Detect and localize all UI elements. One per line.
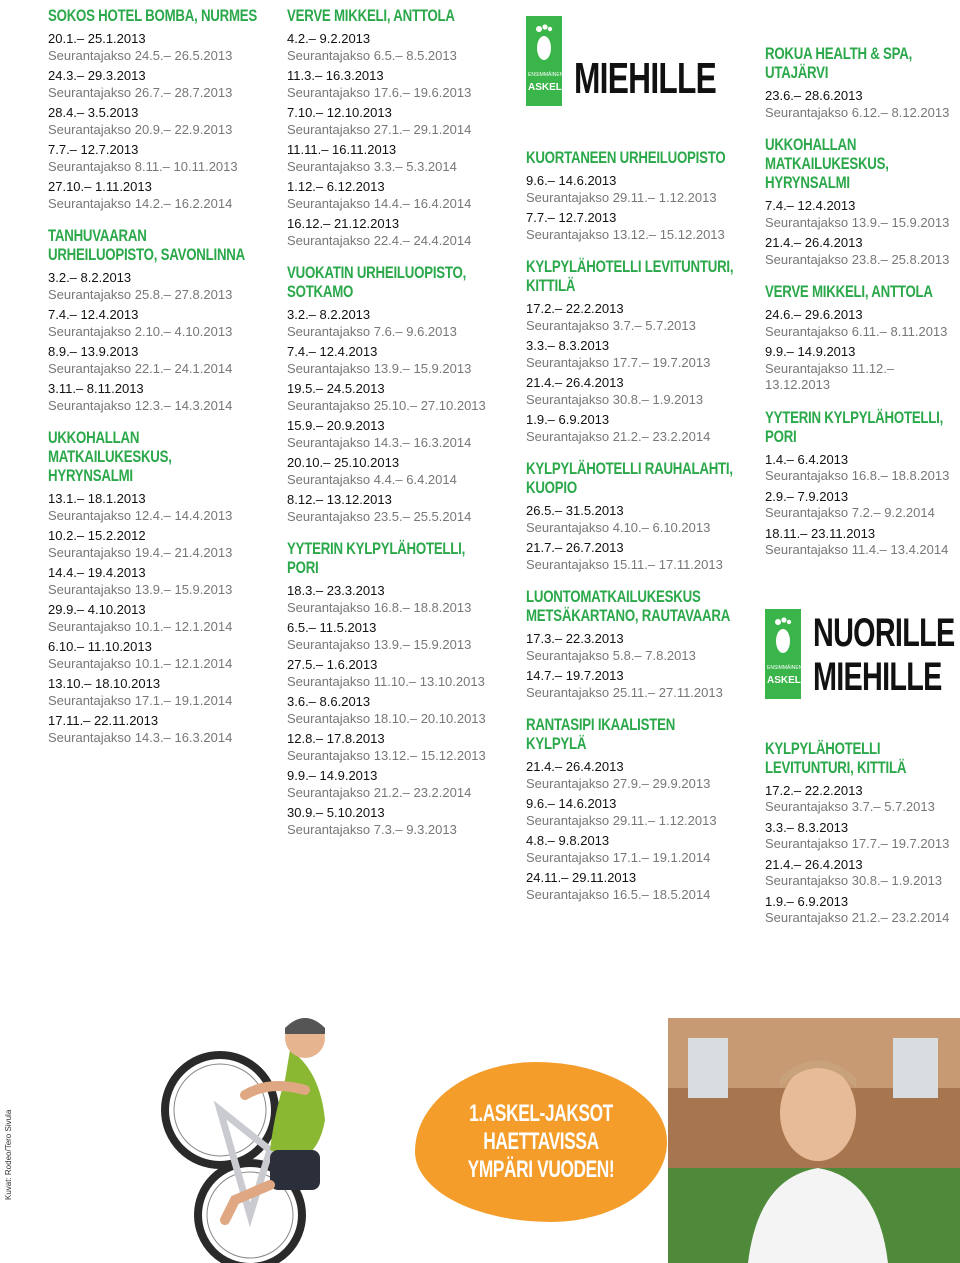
follow-up-dates: Seurantajakso 10.1.– 12.1.2014 bbox=[48, 655, 233, 671]
date-entry bbox=[48, 68, 258, 101]
course-dates: 7.7.– 12.7.2013 bbox=[526, 210, 617, 225]
date-entry bbox=[287, 620, 497, 653]
course-dates: 7.7.– 12.7.2013 bbox=[48, 142, 139, 157]
date-entry bbox=[526, 870, 736, 903]
course-dates: 9.9.– 14.9.2013 bbox=[765, 344, 856, 359]
follow-up-dates: Seurantajakso 4.10.– 6.10.2013 bbox=[526, 519, 711, 535]
cyclist-illustration bbox=[20, 1000, 440, 1263]
date-entry bbox=[526, 668, 736, 701]
follow-up-dates: Seurantajakso 17.6.– 19.6.2013 bbox=[287, 84, 472, 100]
course-dates: 11.11.– 16.11.2013 bbox=[287, 142, 397, 157]
follow-up-dates: Seurantajakso 7.2.– 9.2.2014 bbox=[765, 505, 935, 520]
course-dates: 9.6.– 14.6.2013 bbox=[526, 173, 617, 188]
logo-askel-text: ASKEL bbox=[528, 82, 562, 93]
follow-up-dates: Seurantajakso 13.9.– 15.9.2013 bbox=[287, 636, 472, 652]
follow-up-dates: Seurantajakso 29.11.– 1.12.2013 bbox=[526, 189, 717, 205]
course-dates: 8.9.– 13.9.2013 bbox=[48, 344, 139, 359]
course-dates: 3.2.– 8.2.2013 bbox=[48, 270, 132, 285]
course-dates: 28.4.– 3.5.2013 bbox=[48, 105, 139, 120]
course-dates: 3.2.– 8.2.2013 bbox=[287, 307, 371, 322]
date-entry bbox=[48, 270, 258, 303]
course-dates: 14.4.– 19.4.2013 bbox=[48, 565, 146, 580]
follow-up-dates: Seurantajakso 11.4.– 13.4.2014 bbox=[765, 542, 949, 557]
follow-up-dates: Seurantajakso 2.10.– 4.10.2013 bbox=[48, 323, 233, 339]
venue-block bbox=[287, 6, 497, 249]
course-dates: 19.5.– 24.5.2013 bbox=[287, 381, 385, 396]
course-dates: 4.8.– 9.8.2013 bbox=[526, 833, 610, 848]
course-dates: 24.3.– 29.3.2013 bbox=[48, 68, 146, 83]
course-dates: 12.8.– 17.8.2013 bbox=[287, 731, 385, 746]
date-entry bbox=[765, 857, 960, 890]
venue-block bbox=[765, 44, 960, 121]
venue-block bbox=[765, 282, 960, 394]
venue-block bbox=[765, 408, 960, 559]
venue-name: KYLPYLÄHOTELLI LEVITUNTURI, KITTILÄ bbox=[526, 257, 734, 295]
follow-up-dates: Seurantajakso 12.4.– 14.4.2013 bbox=[48, 507, 233, 523]
follow-up-dates: Seurantajakso 15.11.– 17.11.2013 bbox=[526, 556, 723, 572]
date-entry bbox=[287, 307, 497, 340]
venue-name: KUORTANEEN URHEILUOPISTO bbox=[526, 148, 726, 167]
logo-askel-text: ASKEL bbox=[767, 674, 801, 686]
follow-up-dates: Seurantajakso 14.3.– 16.3.2014 bbox=[287, 434, 472, 450]
venue-name: VERVE MIKKELI, ANTTOLA bbox=[287, 6, 455, 25]
course-dates: 9.9.– 14.9.2013 bbox=[287, 768, 378, 783]
venue-name: ROKUA HEALTH & SPA, UTAJÄRVI bbox=[765, 44, 913, 82]
venue-block bbox=[287, 263, 497, 525]
follow-up-dates: Seurantajakso 30.8.– 1.9.2013 bbox=[765, 873, 943, 888]
bubble-line-1: 1.ASKEL-JAKSOT bbox=[469, 1100, 613, 1127]
course-dates: 1.12.– 6.12.2013 bbox=[287, 179, 385, 194]
young-man-photo bbox=[668, 1018, 960, 1263]
course-dates: 3.11.– 8.11.2013 bbox=[48, 381, 144, 396]
date-entry bbox=[526, 833, 736, 866]
follow-up-dates: Seurantajakso 7.3.– 9.3.2013 bbox=[287, 821, 457, 837]
column-3 bbox=[526, 8, 736, 917]
date-entry bbox=[287, 492, 497, 525]
course-dates: 4.2.– 9.2.2013 bbox=[287, 31, 371, 46]
venue-block bbox=[48, 428, 258, 746]
column-4-venues-2 bbox=[765, 739, 960, 927]
follow-up-dates: Seurantajakso 25.8.– 27.8.2013 bbox=[48, 286, 233, 302]
date-entry bbox=[765, 235, 960, 268]
date-entry bbox=[287, 768, 497, 801]
column-3-venues bbox=[526, 148, 736, 903]
date-entry bbox=[765, 452, 960, 485]
follow-up-dates: Seurantajakso 13.9.– 15.9.2013 bbox=[287, 360, 472, 376]
date-entry bbox=[287, 694, 497, 727]
logo-small-text: ENSIMMÄINEN bbox=[767, 664, 803, 671]
course-dates: 17.11.– 22.11.2013 bbox=[48, 713, 159, 728]
photo-credit: Kuvat: Rodeo/Tero Sivula bbox=[4, 1109, 13, 1200]
date-entry bbox=[287, 142, 497, 175]
date-entry bbox=[287, 805, 497, 838]
course-dates: 1.9.– 6.9.2013 bbox=[526, 412, 610, 427]
course-dates: 9.6.– 14.6.2013 bbox=[526, 796, 617, 811]
follow-up-dates: Seurantajakso 10.1.– 12.1.2014 bbox=[48, 618, 233, 634]
course-dates: 20.1.– 25.1.2013 bbox=[48, 31, 146, 46]
date-entry bbox=[526, 540, 736, 573]
date-entry bbox=[526, 375, 736, 408]
course-dates: 21.4.– 26.4.2013 bbox=[526, 375, 624, 390]
date-entry bbox=[765, 344, 960, 394]
follow-up-dates: Seurantajakso 11.10.– 13.10.2013 bbox=[287, 673, 485, 689]
date-entry bbox=[765, 198, 960, 231]
venue-block bbox=[526, 459, 736, 573]
follow-up-dates: Seurantajakso 14.2.– 16.2.2014 bbox=[48, 195, 233, 211]
course-dates: 13.10.– 18.10.2013 bbox=[48, 676, 161, 691]
course-dates: 13.1.– 18.1.2013 bbox=[48, 491, 146, 506]
miehille-title: MIEHILLE bbox=[574, 54, 717, 103]
date-entry bbox=[526, 631, 736, 664]
date-entry bbox=[48, 307, 258, 340]
column-2 bbox=[287, 6, 497, 852]
course-dates: 14.7.– 19.7.2013 bbox=[526, 668, 624, 683]
follow-up-dates: Seurantajakso 17.7.– 19.7.2013 bbox=[526, 354, 711, 370]
follow-up-dates: Seurantajakso 6.5.– 8.5.2013 bbox=[287, 47, 457, 63]
follow-up-dates: Seurantajakso 13.9.– 15.9.2013 bbox=[48, 581, 233, 597]
follow-up-dates: Seurantajakso 29.11.– 1.12.2013 bbox=[526, 812, 717, 828]
course-dates: 21.7.– 26.7.2013 bbox=[526, 540, 624, 555]
follow-up-dates: Seurantajakso 13.12.– 15.12.2013 bbox=[526, 226, 725, 242]
follow-up-dates: Seurantajakso 24.5.– 26.5.2013 bbox=[48, 47, 233, 63]
venue-name: YYTERIN KYLPYLÄHOTELLI, PORI bbox=[765, 407, 944, 446]
course-dates: 18.11.– 23.11.2013 bbox=[765, 525, 876, 541]
date-entry bbox=[526, 796, 736, 829]
column-4 bbox=[765, 44, 960, 941]
date-entry bbox=[48, 381, 258, 414]
follow-up-dates: Seurantajakso 25.11.– 27.11.2013 bbox=[526, 684, 723, 700]
date-entry bbox=[48, 142, 258, 175]
course-dates: 7.4.– 12.4.2013 bbox=[48, 307, 139, 322]
date-entry bbox=[526, 503, 736, 536]
date-entry bbox=[287, 31, 497, 64]
date-entry bbox=[287, 418, 497, 451]
venue-block bbox=[526, 148, 736, 243]
young-man-illustration bbox=[668, 1018, 960, 1263]
follow-up-dates: Seurantajakso 21.2.– 23.2.2014 bbox=[765, 910, 950, 925]
date-entry bbox=[48, 565, 258, 598]
miehille-logo bbox=[526, 8, 736, 120]
follow-up-dates: Seurantajakso 17.1.– 19.1.2014 bbox=[526, 849, 711, 865]
ensimmainen-askel-logo-2 bbox=[765, 609, 801, 699]
follow-up-dates: Seurantajakso 26.7.– 28.7.2013 bbox=[48, 84, 233, 100]
follow-up-dates: Seurantajakso 30.8.– 1.9.2013 bbox=[526, 391, 704, 407]
course-dates: 27.10.– 1.11.2013 bbox=[48, 179, 152, 194]
follow-up-dates: Seurantajakso 3.3.– 5.3.2014 bbox=[287, 158, 457, 174]
follow-up-dates: Seurantajakso 18.10.– 20.10.2013 bbox=[287, 710, 486, 726]
follow-up-dates: Seurantajakso 16.8.– 18.8.2013 bbox=[287, 599, 472, 615]
info-bubble bbox=[415, 1062, 667, 1222]
venue-block bbox=[526, 587, 736, 701]
date-entry bbox=[48, 105, 258, 138]
course-dates: 18.3.– 23.3.2013 bbox=[287, 583, 385, 598]
follow-up-dates: Seurantajakso 21.2.– 23.2.2014 bbox=[526, 428, 711, 444]
course-dates: 8.12.– 13.12.2013 bbox=[287, 492, 392, 507]
course-dates: 17.2.– 22.2.2013 bbox=[526, 301, 624, 316]
date-entry bbox=[765, 526, 960, 559]
venue-block bbox=[765, 739, 960, 927]
date-entry bbox=[287, 381, 497, 414]
course-dates: 30.9.– 5.10.2013 bbox=[287, 805, 385, 820]
miehille-title-2: MIEHILLE bbox=[813, 654, 942, 699]
follow-up-dates: Seurantajakso 21.2.– 23.2.2014 bbox=[287, 784, 472, 800]
date-entry bbox=[526, 338, 736, 371]
follow-up-dates: Seurantajakso 27.1.– 29.1.2014 bbox=[287, 121, 472, 137]
course-dates: 21.4.– 26.4.2013 bbox=[765, 856, 863, 872]
date-entry bbox=[765, 489, 960, 522]
course-dates: 26.5.– 31.5.2013 bbox=[526, 503, 624, 518]
venue-name: VUOKATIN URHEILUOPISTO, SOTKAMO bbox=[287, 263, 467, 301]
course-dates: 2.9.– 7.9.2013 bbox=[765, 488, 849, 504]
venue-block bbox=[48, 6, 258, 212]
course-dates: 16.12.– 21.12.2013 bbox=[287, 216, 400, 231]
follow-up-dates: Seurantajakso 3.7.– 5.7.2013 bbox=[765, 799, 935, 814]
course-dates: 3.6.– 8.6.2013 bbox=[287, 694, 371, 709]
venue-block bbox=[48, 226, 258, 414]
date-entry bbox=[287, 583, 497, 616]
venue-block bbox=[765, 135, 960, 268]
date-entry bbox=[48, 31, 258, 64]
venue-block bbox=[526, 257, 736, 445]
date-entry bbox=[526, 759, 736, 792]
follow-up-dates: Seurantajakso 23.8.– 25.8.2013 bbox=[765, 251, 950, 267]
ensimmainen-askel-logo bbox=[526, 16, 562, 106]
follow-up-dates: Seurantajakso 6.11.– 8.11.2013 bbox=[765, 323, 948, 339]
follow-up-dates: Seurantajakso 13.12.– 15.12.2013 bbox=[287, 747, 486, 763]
course-dates: 20.10.– 25.10.2013 bbox=[287, 455, 400, 470]
follow-up-dates: Seurantajakso 19.4.– 21.4.2013 bbox=[48, 544, 233, 560]
bubble-line-2: HAETTAVISSA YMPÄRI VUODEN! bbox=[467, 1128, 615, 1183]
venue-name: UKKOHALLAN MATKAILUKESKUS, HYRYNSALMI bbox=[765, 135, 889, 192]
course-dates: 7.10.– 12.10.2013 bbox=[287, 105, 392, 120]
course-dates: 24.6.– 29.6.2013 bbox=[765, 307, 863, 322]
course-dates: 7.4.– 12.4.2013 bbox=[765, 198, 856, 213]
follow-up-dates: Seurantajakso 22.1.– 24.1.2014 bbox=[48, 360, 233, 376]
follow-up-dates: Seurantajakso 7.6.– 9.6.2013 bbox=[287, 323, 457, 339]
date-entry bbox=[287, 344, 497, 377]
venue-name: LUONTOMATKAILUKESKUS METSÄKARTANO, RAUTAVAARA bbox=[526, 587, 731, 625]
course-dates: 29.9.– 4.10.2013 bbox=[48, 602, 146, 617]
date-entry bbox=[287, 105, 497, 138]
venue-block bbox=[287, 539, 497, 838]
course-dates: 10.2.– 15.2.2012 bbox=[48, 528, 146, 543]
follow-up-dates: Seurantajakso 25.10.– 27.10.2013 bbox=[287, 397, 486, 413]
bubble-text bbox=[450, 1100, 631, 1184]
nuorille-miehille-logo bbox=[765, 609, 960, 739]
follow-up-dates: Seurantajakso 14.3.– 16.3.2014 bbox=[48, 729, 233, 745]
follow-up-dates: Seurantajakso 4.4.– 6.4.2014 bbox=[287, 471, 457, 487]
course-dates: 24.11.– 29.11.2013 bbox=[526, 870, 637, 885]
date-entry bbox=[765, 307, 960, 340]
follow-up-dates: Seurantajakso 8.11.– 10.11.2013 bbox=[48, 158, 238, 174]
venue-name: TANHUVAARAN URHEILUOPISTO, SAVONLINNA bbox=[48, 226, 245, 264]
follow-up-dates: Seurantajakso 17.1.– 19.1.2014 bbox=[48, 692, 233, 708]
follow-up-dates: Seurantajakso 13.9.– 15.9.2013 bbox=[765, 214, 950, 230]
course-dates: 1.9.– 6.9.2013 bbox=[765, 893, 849, 909]
course-dates: 23.6.– 28.6.2013 bbox=[765, 88, 863, 103]
date-entry bbox=[48, 179, 258, 212]
date-entry bbox=[287, 731, 497, 764]
venue-name: YYTERIN KYLPYLÄHOTELLI, PORI bbox=[287, 539, 466, 577]
venue-block bbox=[526, 715, 736, 903]
date-entry bbox=[765, 820, 960, 853]
date-entry bbox=[526, 412, 736, 445]
date-entry bbox=[48, 491, 258, 524]
course-dates: 15.9.– 20.9.2013 bbox=[287, 418, 385, 433]
cyclist-photo bbox=[20, 1000, 440, 1263]
date-entry bbox=[287, 657, 497, 690]
date-entry bbox=[765, 88, 960, 121]
follow-up-dates: Seurantajakso 3.7.– 5.7.2013 bbox=[526, 317, 696, 333]
course-dates: 3.3.– 8.3.2013 bbox=[526, 338, 610, 353]
venue-name: RANTASIPI IKAALISTEN KYLPYLÄ bbox=[526, 715, 676, 753]
venue-name: KYLPYLÄHOTELLI RAUHALAHTI, KUOPIO bbox=[526, 459, 733, 497]
course-dates: 3.3.– 8.3.2013 bbox=[765, 819, 849, 835]
date-entry bbox=[526, 301, 736, 334]
course-dates: 11.3.– 16.3.2013 bbox=[287, 68, 384, 83]
footprint-icon bbox=[771, 615, 795, 655]
column-1 bbox=[48, 6, 258, 760]
follow-up-dates: Seurantajakso 23.5.– 25.5.2014 bbox=[287, 508, 472, 524]
logo-small-text: ENSIMMÄINEN bbox=[528, 72, 564, 78]
venue-name: VERVE MIKKELI, ANTTOLA bbox=[765, 282, 933, 301]
course-dates: 17.2.– 22.2.2013 bbox=[765, 782, 863, 798]
course-dates: 7.4.– 12.4.2013 bbox=[287, 344, 378, 359]
date-entry bbox=[765, 894, 960, 927]
footprint-icon bbox=[532, 22, 556, 62]
date-entry bbox=[48, 713, 258, 746]
date-entry bbox=[765, 783, 960, 816]
course-dates: 1.4.– 6.4.2013 bbox=[765, 451, 849, 467]
course-dates: 6.5.– 11.5.2013 bbox=[287, 620, 377, 635]
date-entry bbox=[287, 216, 497, 249]
follow-up-dates: Seurantajakso 6.12.– 8.12.2013 bbox=[765, 104, 950, 120]
follow-up-dates: Seurantajakso 27.9.– 29.9.2013 bbox=[526, 775, 711, 791]
venue-name: UKKOHALLAN MATKAILUKESKUS, HYRYNSALMI bbox=[48, 428, 172, 485]
follow-up-dates: Seurantajakso 20.9.– 22.9.2013 bbox=[48, 121, 233, 137]
follow-up-dates: Seurantajakso 12.3.– 14.3.2014 bbox=[48, 397, 233, 413]
date-entry bbox=[48, 602, 258, 635]
course-dates: 27.5.– 1.6.2013 bbox=[287, 657, 378, 672]
date-entry bbox=[526, 210, 736, 243]
follow-up-dates: Seurantajakso 5.8.– 7.8.2013 bbox=[526, 647, 696, 663]
follow-up-dates: Seurantajakso 16.5.– 18.5.2014 bbox=[526, 886, 711, 902]
date-entry bbox=[48, 639, 258, 672]
follow-up-dates: Seurantajakso 16.8.– 18.8.2013 bbox=[765, 468, 950, 483]
date-entry bbox=[48, 528, 258, 561]
follow-up-dates: Seurantajakso 14.4.– 16.4.2014 bbox=[287, 195, 472, 211]
course-dates: 17.3.– 22.3.2013 bbox=[526, 631, 624, 646]
course-dates: 21.4.– 26.4.2013 bbox=[526, 759, 624, 774]
follow-up-dates: Seurantajakso 17.7.– 19.7.2013 bbox=[765, 836, 950, 851]
date-entry bbox=[48, 344, 258, 377]
venue-name: KYLPYLÄHOTELLI LEVITUNTURI, KITTILÄ bbox=[765, 738, 907, 777]
follow-up-dates: Seurantajakso 11.12.– 13.12.2013 bbox=[765, 360, 895, 392]
date-entry bbox=[287, 179, 497, 212]
date-entry bbox=[526, 173, 736, 206]
date-entry bbox=[287, 68, 497, 101]
course-dates: 21.4.– 26.4.2013 bbox=[765, 235, 863, 250]
column-4-venues bbox=[765, 44, 960, 559]
date-entry bbox=[48, 676, 258, 709]
venue-name: SOKOS HOTEL BOMBA, NURMES bbox=[48, 6, 258, 25]
nuorille-title: NUORILLE bbox=[813, 610, 955, 655]
date-entry bbox=[287, 455, 497, 488]
course-dates: 6.10.– 11.10.2013 bbox=[48, 639, 152, 654]
follow-up-dates: Seurantajakso 22.4.– 24.4.2014 bbox=[287, 232, 472, 248]
